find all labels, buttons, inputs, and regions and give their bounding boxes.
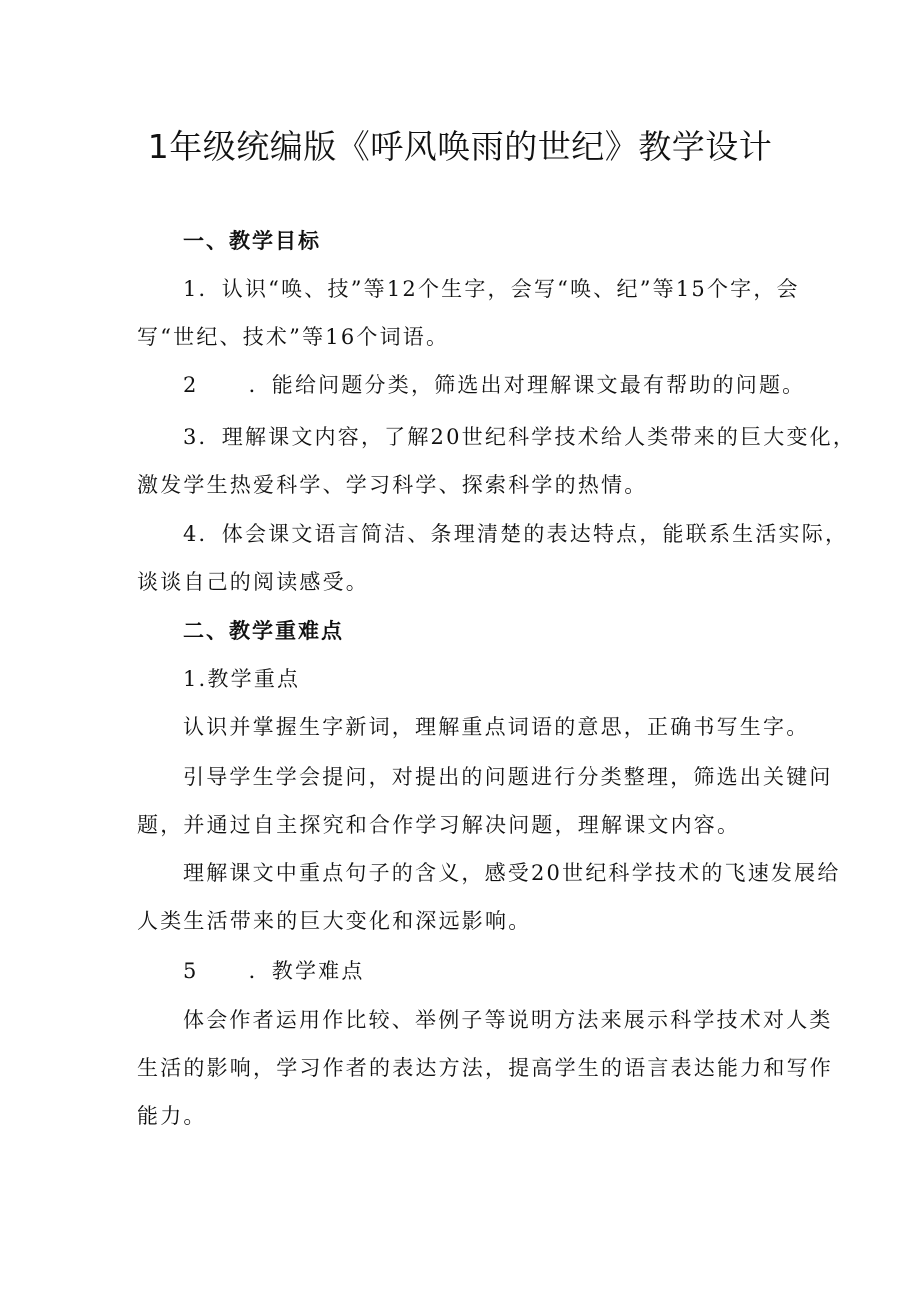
key-point-paragraph-3-line-1: 理解课文中重点句子的含义，感受20世纪科学技术的飞速发展给 bbox=[183, 861, 841, 885]
difficulty-paragraph-line-3: 能力。 bbox=[137, 1104, 207, 1128]
objective-2-number: 2 bbox=[183, 373, 199, 397]
objective-4-line-2: 谈谈自己的阅读感受。 bbox=[137, 570, 369, 594]
objective-2-text: ．能给问题分类，筛选出对理解课文最有帮助的问题。 bbox=[248, 373, 806, 397]
section-heading-key-points: 二、教学重难点 bbox=[183, 619, 344, 643]
key-point-paragraph-3-line-2: 人类生活带来的巨大变化和深远影响。 bbox=[137, 909, 532, 933]
objective-3-line-2: 激发学生热爱科学、学习科学、探索科学的热情。 bbox=[137, 473, 648, 497]
objective-4-line-1: 4．体会课文语言简洁、条理清楚的表达特点，能联系生活实际， bbox=[183, 522, 849, 546]
key-point-paragraph-2-line-1: 引导学生学会提问，对提出的问题进行分类整理，筛选出关键问 bbox=[183, 765, 833, 789]
subsection-difficulty-number: 5 bbox=[183, 959, 199, 983]
difficulty-paragraph-line-2: 生活的影响，学习作者的表达方法，提高学生的语言表达能力和写作 bbox=[137, 1056, 833, 1080]
objective-1-line-1: 1．认识“唤、技”等12个生字，会写“唤、纪”等15个字，会 bbox=[183, 277, 800, 301]
difficulty-paragraph-line-1: 体会作者运用作比较、举例子等说明方法来展示科学技术对人类 bbox=[183, 1008, 833, 1032]
document-title: 1年级统编版《呼风唤雨的世纪》教学设计 bbox=[147, 127, 773, 166]
objective-3-line-1: 3．理解课文内容，了解20世纪科学技术给人类带来的巨大变化， bbox=[183, 425, 857, 449]
objective-2 bbox=[183, 370, 805, 400]
subsection-key-points-label: 1.教学重点 bbox=[183, 667, 301, 691]
section-heading-objectives: 一、教学目标 bbox=[183, 229, 321, 253]
key-point-paragraph-1: 认识并掌握生字新词，理解重点词语的意思，正确书写生字。 bbox=[183, 715, 810, 739]
subsection-difficulty-text: ．教学难点 bbox=[248, 959, 365, 983]
objective-1-line-2: 写“世纪、技术”等16个词语。 bbox=[137, 325, 450, 349]
subsection-difficulty-label bbox=[183, 956, 365, 986]
key-point-paragraph-2-line-2: 题，并通过自主探究和合作学习解决问题，理解课文内容。 bbox=[137, 813, 741, 837]
